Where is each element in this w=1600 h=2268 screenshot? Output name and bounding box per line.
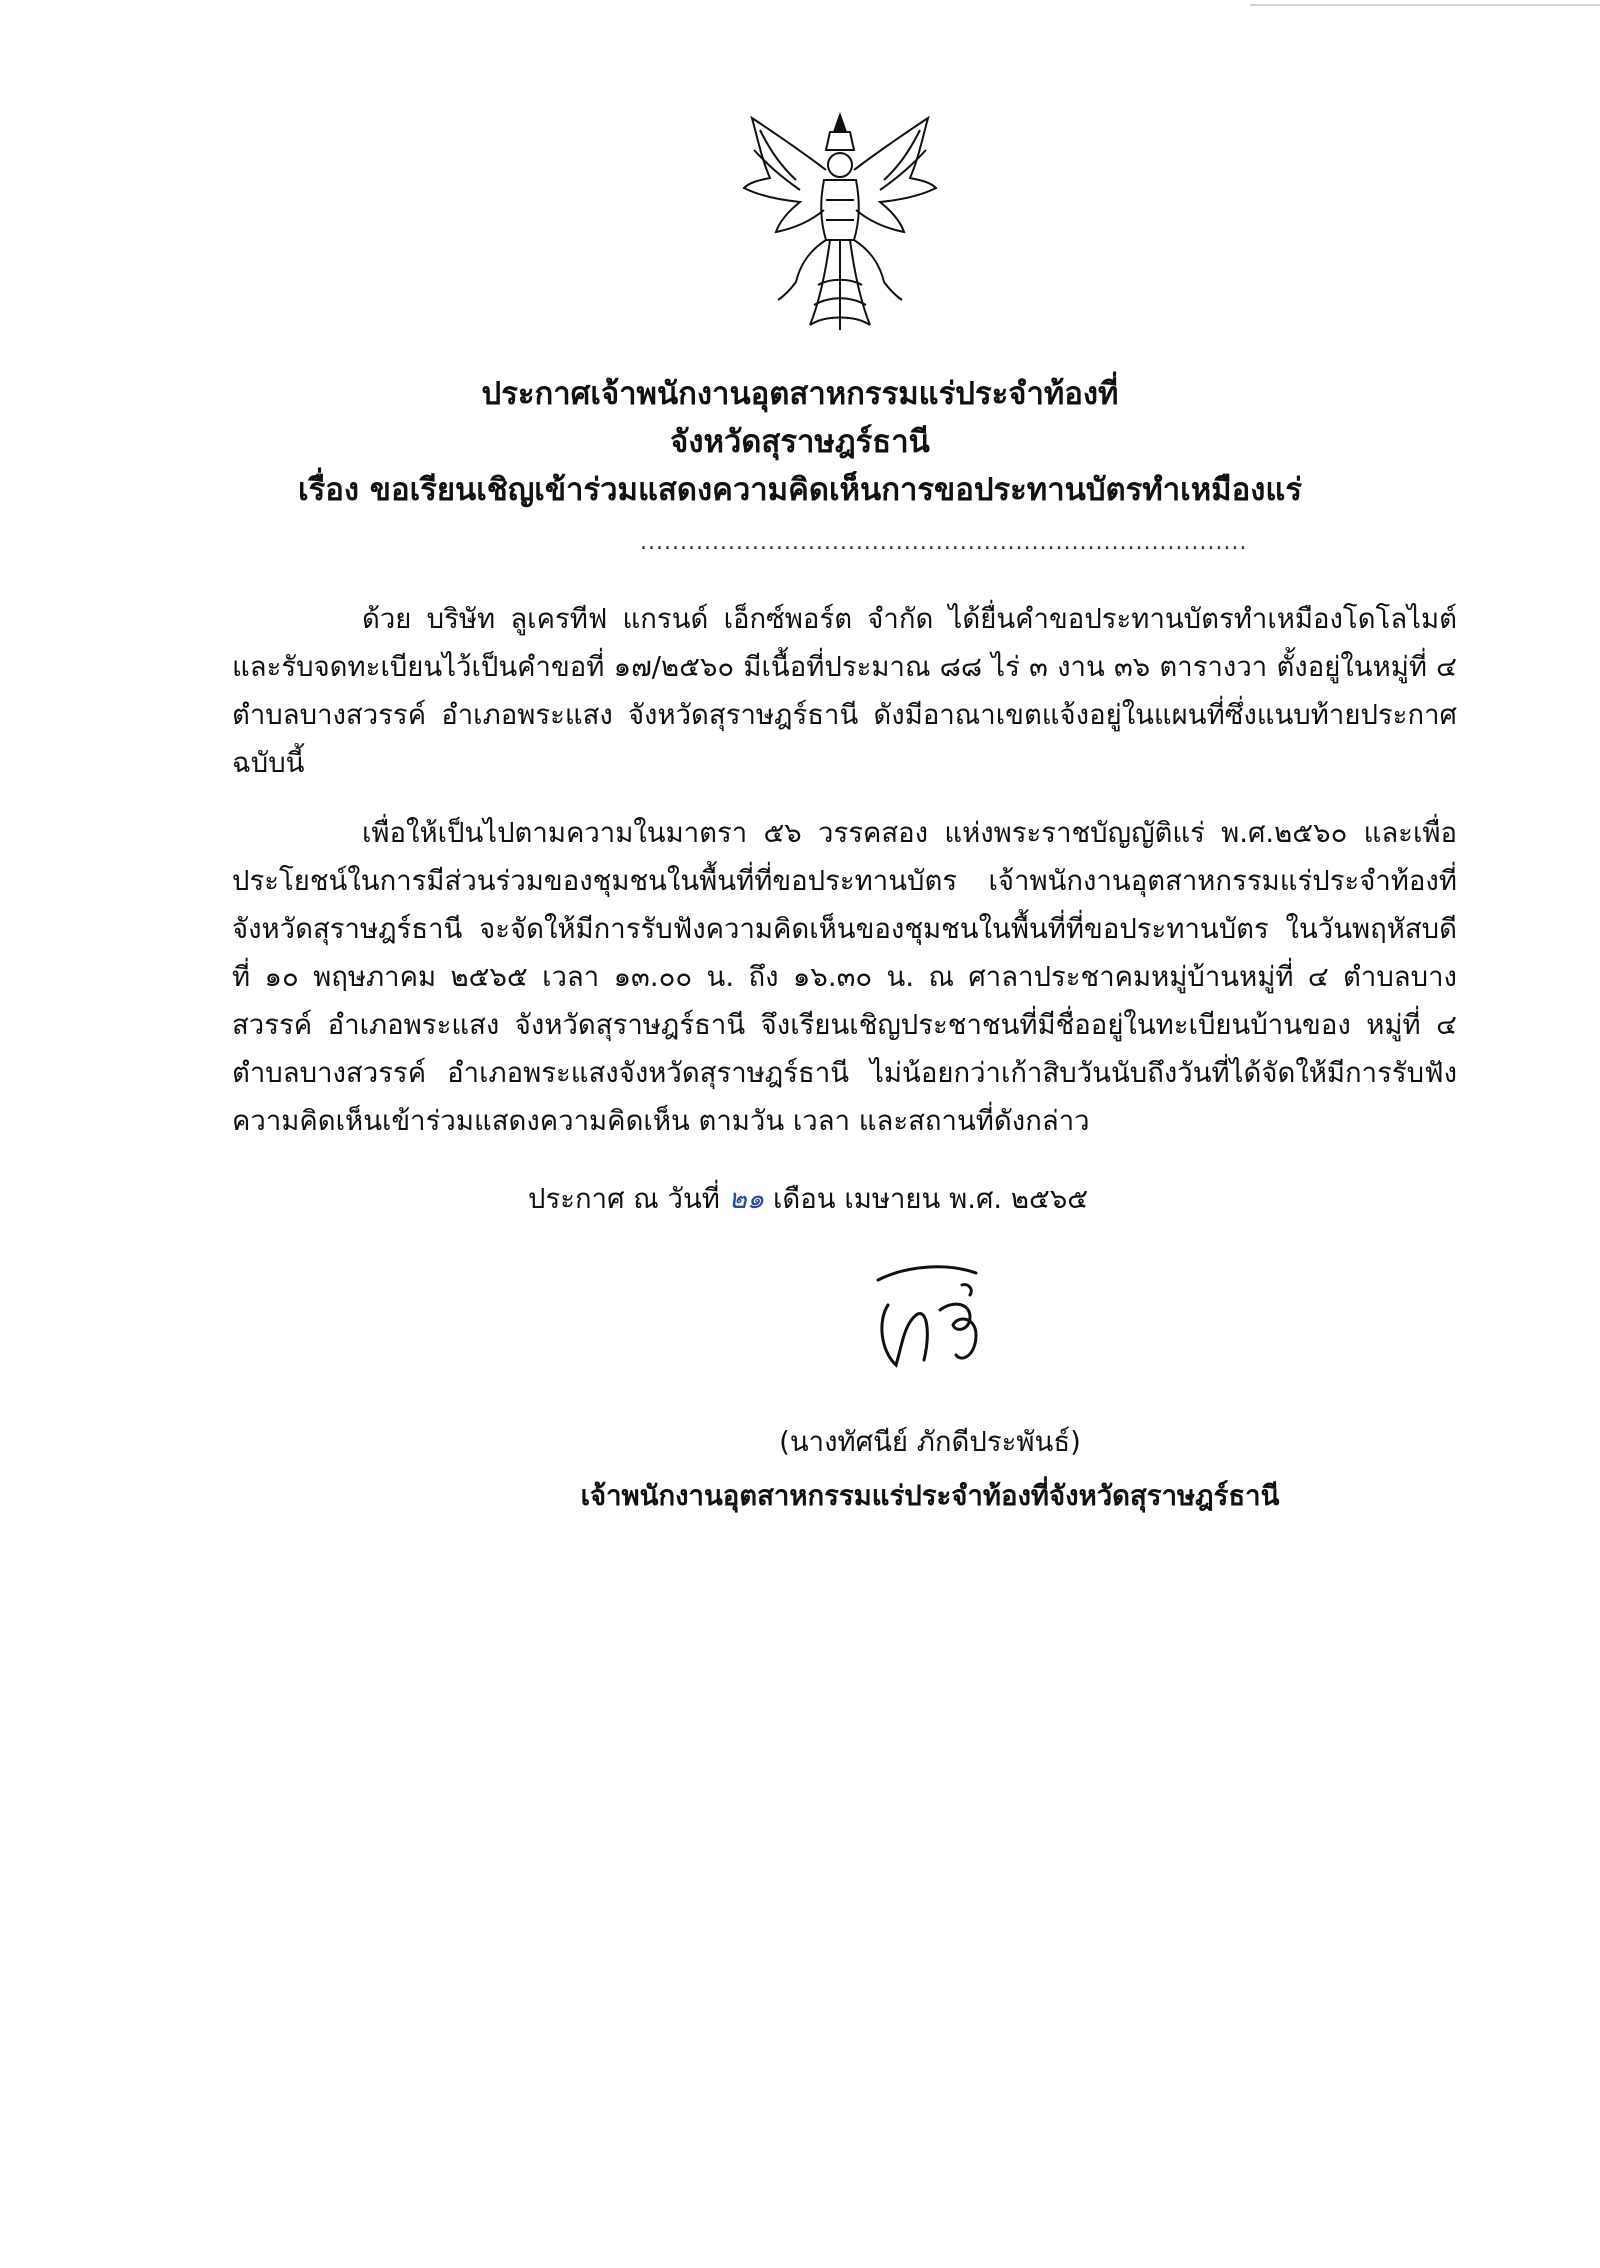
header-subject: เรื่อง ขอเรียนเชิญเข้าร่วมแสดงความคิดเห็นการขอประทานบัตรทำเหมืองแร่ [298,472,1302,508]
header-line-1: ประกาศเจ้าพนักงานอุตสาหกรรมแร่ประจำท้องที่ [481,376,1119,412]
paragraph-1: ด้วย บริษัท ลูเครทีฟ แกรนด์ เอ็กซ์พอร์ต จำกัด ได้ยื่นคำขอประทานบัตรทำเหมืองโดโลไมต์ และรับจดทะเบียนไว้เป็นคำขอที่ ๑๗/๒๕๖๐ มีเนื้อที่ประมาณ ๘๘ ไร่ ๓ งาน ๓๖ ตารางวา ตั้งอยู่ในหมู่ที่ ๔ ตำบลบางสวรรค์ อำเภอพระแสง จังหวัดสุราษฎร์ธานี ดังมีอาณาเขตแจ้งอยู่ในแผนที่ซึ่งแนบท้ายประกาศฉบับนี้ [232,603,1457,779]
handwritten-signature [858,1245,998,1375]
signatory-title: เจ้าพนักงานอุตสาหกรรมแร่ประจำท้องที่จังหวัดสุราษฎร์ธานี [580,1480,1280,1512]
announcement-body [232,595,1457,1167]
date-suffix: เดือน เมษายน พ.ศ. ๒๕๖๕ [773,1183,1089,1215]
paragraph-2: เพื่อให้เป็นไปตามความในมาตรา ๕๖ วรรคสอง แห่งพระราชบัญญัติแร่ พ.ศ.๒๕๖๐ และเพื่อประโยชน์ในการมีส่วนร่วมของชุมชนในพื้นที่ที่ขอประทานบัตร เจ้าพนักงานอุตสาหกรรมแร่ประจำท้องที่จังหวัดสุราษฎร์ธานี จะจัดให้มีการรับฟังความคิดเห็นของชุมชนในพื้นที่ที่ขอประทานบัตร ในวันพฤหัสบดี ที่ ๑๐ พฤษภาคม ๒๕๖๕ เวลา ๑๓.๐๐ น. ถึง ๑๖.๓๐ น. ณ ศาลาประชาคมหมู่บ้านหมู่ที่ ๔ ตำบลบางสวรรค์ อำเภอพระแสง จังหวัดสุราษฎร์ธานี จึงเรียนเชิญประชาชนที่มีชื่ออยู่ในทะเบียนบ้านของ หมู่ที่ ๔ ตำบลบางสวรรค์ อำเภอพระแสงจังหวัดสุราษฎร์ธานี ไม่น้อยกว่าเก้าสิบวันนับถึงวันที่ได้จัดให้มีการรับฟังความคิดเห็นเข้าร่วมแสดงความคิดเห็น ตามวัน เวลา และสถานที่ดังกล่าว [232,817,1457,1137]
announcement-date [528,1175,1088,1223]
scan-edge-line [1250,4,1600,6]
date-prefix: ประกาศ ณ วันที่ [528,1183,720,1215]
garuda-emblem-icon [740,110,940,335]
date-day: ๒๑ [728,1183,765,1215]
header-line-2: จังหวัดสุราษฎร์ธานี [670,424,930,460]
signatory-name: (นางทัศนีย์ ภักดีประพันธ์) [779,1426,1081,1458]
announcement-header [240,370,1360,514]
dotted-separator: ............................................................................ [640,530,1248,555]
